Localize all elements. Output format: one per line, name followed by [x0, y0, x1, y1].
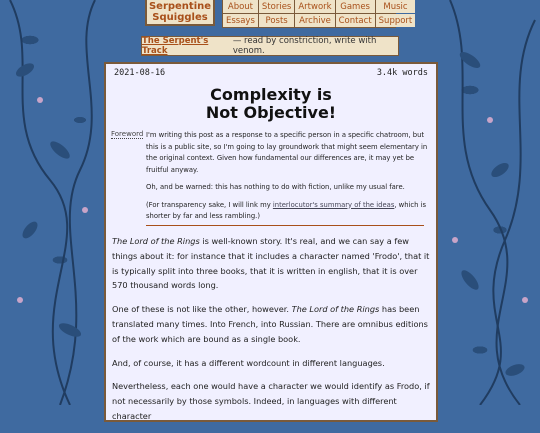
main-nav: [222, 0, 413, 28]
body-p2-start: One of these is not like the other, however.: [112, 304, 292, 315]
site-title[interactable]: [145, 0, 215, 26]
nav-about[interactable]: About: [223, 0, 258, 13]
foreword-divider: [146, 225, 424, 226]
body-paragraph-1: [112, 234, 430, 293]
body-paragraph-2: [112, 302, 430, 346]
nav-games[interactable]: Games: [336, 0, 375, 13]
post-date: 2021-08-16: [114, 68, 166, 78]
post-title: [106, 86, 436, 122]
body-paragraph-3: And, of course, it has a different wordcount in different languages.: [112, 357, 385, 368]
post-article: [104, 62, 438, 422]
foreword-paragraph-1: I'm writing this post as a response to a specific person in a specific chatroom, but this is a public site, so I'm going to lay groundwork that might seem elementary in the original context. Given how fundamental our differences are, it may yet be fruitful anyway.: [146, 131, 428, 174]
post-wordcount: 3.4k words: [376, 68, 428, 78]
foreword-section: [146, 130, 430, 229]
nav-support[interactable]: Support: [376, 14, 416, 27]
serpents-track-link[interactable]: The Serpent's Track: [142, 36, 209, 56]
interlocutor-summary-link[interactable]: interlocutor's summary of the ideas: [272, 200, 395, 209]
post-title-line2: Not Objective!: [205, 103, 337, 122]
nav-posts[interactable]: Posts: [259, 14, 294, 27]
post-body: [112, 234, 430, 433]
body-p1-text: is well-known story. It's real, and we can say a few things about it: for instance that it includes a character named 'Frodo', that it is typically split into three books, that it is written in english, that it is over 570 thousand words long.: [112, 236, 430, 291]
site-title-line1: Serpentine: [148, 1, 212, 12]
nav-archive[interactable]: Archive: [295, 14, 334, 27]
book-title: The Lord of the Rings: [291, 304, 380, 315]
foreword-label: Foreword: [111, 130, 144, 138]
foreword-p3-start: (For transparency sake, I will link my: [146, 200, 273, 209]
post-title-line1: Complexity is: [210, 85, 332, 104]
tagline-banner: [141, 36, 399, 56]
body-paragraph-4: Nevertheless, each one would have a character we would identify as Frodo, if not necessarily by those symbols. Indeed, in languages with different character: [112, 381, 430, 421]
foreword-paragraph-2: Oh, and be warned: this has nothing to do with fiction, unlike my usual fare.: [146, 183, 405, 191]
nav-essays[interactable]: Essays: [223, 14, 258, 27]
foreword-p3-end: , which is shorter by far and less rambling.): [146, 200, 427, 220]
nav-stories[interactable]: Stories: [259, 0, 294, 13]
book-title: The Lord of the Rings: [112, 236, 200, 246]
tagline-text: — read by constriction, write with venom.: [232, 36, 377, 56]
site-title-line2: Squiggles: [152, 12, 208, 23]
foreword-paragraph-3: [146, 200, 430, 223]
nav-artwork[interactable]: Artwork: [295, 0, 334, 13]
body-p2-end: has been translated many times. Into French, into Russian. There are omnibus editions of the work which are bound as a single book.: [112, 304, 428, 344]
nav-contact[interactable]: Contact: [336, 14, 375, 27]
nav-music[interactable]: Music: [376, 0, 416, 13]
